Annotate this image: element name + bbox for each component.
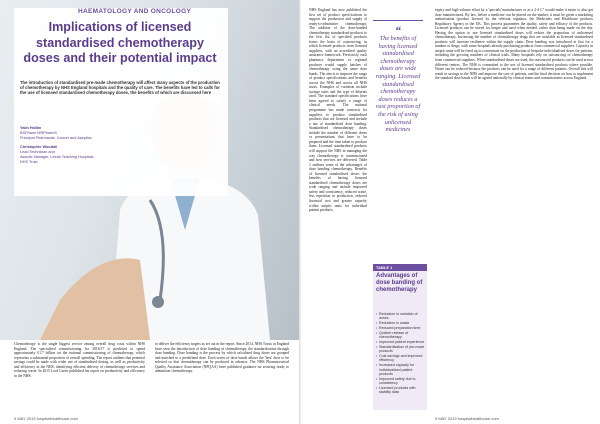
list-item: • Improved patient experience <box>376 340 425 344</box>
page-footer-left: 9 MAY 2019 hospitalhealthcare.com <box>14 416 78 421</box>
quote-mark-icon: “ <box>395 23 401 37</box>
cover-photo <box>0 0 299 340</box>
list-item: • Improved safety due to consistency <box>376 377 425 386</box>
author-role: BSPharm MRPharmS <box>20 130 57 135</box>
right-column-1: NHS England has now published the first set of product specifications to support the production and supply of ready-to-administer chemotherapy. The addition of the dose-banded chemotherapy standardised products to the first list of specified products forms the basis of outsourcing, in which licensed products from licensed suppliers, with an accredited quality assurance framework. Previously, each pharmacy department or regional producer would supply batches of chemotherapy using the same dose bands. The aim is to improve the range of product specifications and benefits across the NHS and across all NHS trusts. Examples of variation include syringe sizes and the type of diluents used. The standard specifications have been agreed to satisfy a range of clinical needs. The national programme has made contracts for suppliers to produce standardised products that are licensed and include a use of standardised dose banding. Standardised chemotherapy doses include the number of different doses or presentations that have to be prepared and the time taken to produce them. Licensed standardised products will support the NHS in managing the way chemotherapy is commissioned and how services are delivered. Table 1 outlines some of the advantages of dose banding chemotherapy. Benefits of licensed standardised doses: the benefits of having licensed standardised chemotherapy doses are wide ranging and include improved safety and consistency, reduced waste, less repetition in production, reduced financial cost and greater capacity within aseptic units for individual patient products. <box>309 8 367 213</box>
pull-quote-text: The benefits of having licensed standardised chemotherapy doses are wide ranging. Licensed standardised chemotherapy doses reduces a vast proportion of the risk of using unlicensed medicines <box>375 35 421 134</box>
author-name: Christopher Woodall <box>20 145 58 150</box>
right-page <box>301 0 600 424</box>
list-item: • Quicker release of chemotherapy <box>376 331 425 340</box>
author-detail: Aseptic Manager, Leeds Teaching Hospitals NHS Trust <box>20 154 94 164</box>
left-column-1: Chemotherapy is the single biggest service among overall drug costs within NHS England. The specialised commissioning for 2016/17 is predicted to spend approximately £1.7 billion on the national commissioning of chemotherapy, which represents a substantial proportion of overall spending. The report outlines that potential savings could be made with wider use of standardised dosing, as well as productivity and efficiency in the NHS, identifying efficient delivery of chemotherapy services and reducing waste. In 2015 Lord Carter published his report on productivity and efficiency in the NHS. <box>14 342 145 378</box>
list-item: • Reduced preparation time <box>376 326 425 330</box>
pull-quote <box>373 20 423 140</box>
list-item: • Increased capacity for individualised patient products <box>376 363 425 376</box>
author-detail: Principal Pharmacist, Cancer and Aseptics <box>20 135 92 140</box>
title-panel <box>14 8 228 196</box>
author-name: Yalin Hallim <box>20 126 42 130</box>
list-item: • Reduction in waste <box>376 321 425 325</box>
table-list <box>376 312 425 395</box>
list-item: • Cost savings and improved efficiency <box>376 354 425 363</box>
section-tag: HAEMATOLOGY AND ONCOLOGY <box>78 8 192 15</box>
table-title: Advantages of dose banding of chemotherapy <box>376 273 423 294</box>
table-1-box <box>373 264 427 410</box>
author-role: Lead Technician and <box>20 150 55 155</box>
table-tag: TABLE 1 <box>373 264 427 271</box>
left-body-columns <box>14 342 290 416</box>
list-item: • Standardisation of pre-made products <box>376 345 425 354</box>
list-item: • Licensed products with stability data <box>376 386 425 395</box>
page-footer-right: 9 MAY 2019 hospitalhealthcare.com <box>435 416 499 421</box>
standfirst: The introduction of standardised pre-made chemotherapy will affect many aspects of the production of chemotherapy by NHS England hospitals and the quality of care. The benefits have led to calls for the use of licensed standardised chemotherapy doses, the benefits of which are discussed here <box>20 80 220 96</box>
list-item: • Reduction in variation of doses <box>376 312 425 321</box>
left-page <box>0 0 299 424</box>
byline <box>20 126 100 165</box>
right-column-3: expiry and high volume effort by a 'specials' manufacturer or as a 2-4 C° would make it easier to also get dose manufactured. By law, before a medicine can be placed on the market, it must be given a marketing authorisation (product licence) by the relevant regulator, the Medicines and Healthcare products Regulatory Agency in the UK. This process guarantees the quality, safety and efficacy of the products. Licensed products can be stored for longer and used when needed, rather than being made on the day. Having the option to use licensed standardised doses will reduce the proportion of unlicensed chemotherapy. Increasing the number of chemotherapy drugs that are available as licensed standardised products will increase resilience within the supply chain. Dose banding was introduced at first for a number of drugs, with some hospitals already purchasing products from commercial suppliers. Capacity in aseptic units will be freed up to concentrate on the production of bespoke individualised doses for patients, including the growing numbers of clinical trials. Many hospitals rely on outsourcing of chemotherapy from commercial suppliers. When standardised doses are used, the outsourced products can be used across different centres. The NHS is committed to the use of licensed standardised products where possible. Waste can be reduced because the products can be used for a range of different patients. Overall this will result in savings to the NHS and improve the care of patients, and the final decision on how to implement the standard dose bands will be agreed nationally by clinical teams and commissioners across England. <box>435 8 593 81</box>
left-column-2: to deliver the efficiency targets as set out in the report. Since 2014, NHS Trusts in England have seen the introduction of dose banding of chemotherapy, the standardisation through dose banding. Dose banding is the process by which calculated drug doses are grouped and matched to a predefined dose. Each series of dose bands allows the 'best' dose to be selected so that chemotherapy can be produced in advance. The NHS Pharmaceutical Quality Assurance Association (NPQAA) have published guidance on securing ready to administer chemotherapy. <box>155 342 289 374</box>
article-headline: Implications of licensed standardised chemotherapy doses and their potential impact <box>23 20 217 65</box>
